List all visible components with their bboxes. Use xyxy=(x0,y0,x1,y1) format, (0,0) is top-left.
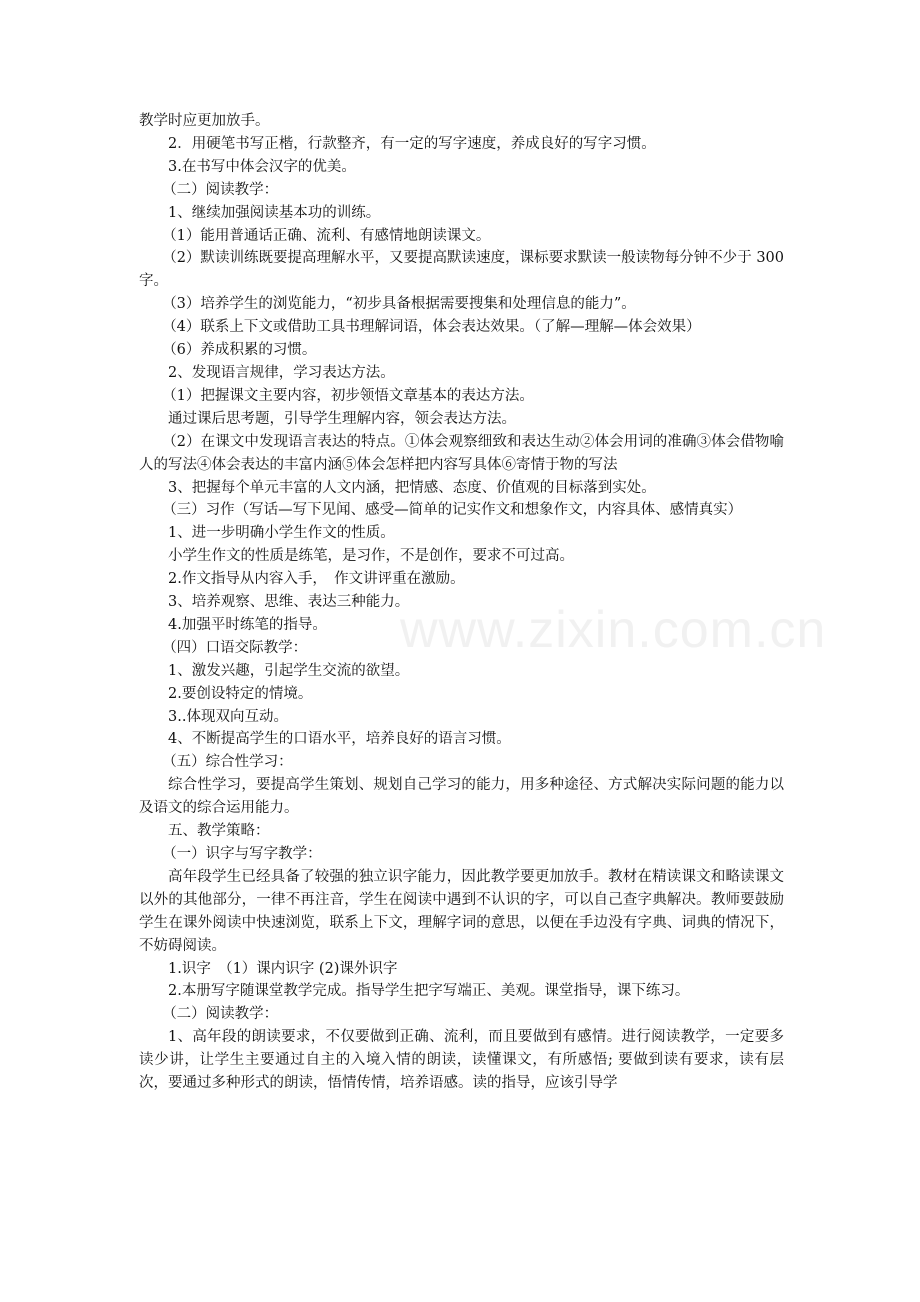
paragraph: 2.要创设特定的情境。 xyxy=(168,685,313,702)
paragraph: 1.识字 （1）课内识字 (2)课外识字 xyxy=(168,960,398,977)
paragraph: （2）默读训练既要提高理解水平，又要提高默读速度，课标要求默读一般读物每分钟不少于 300 字。 xyxy=(139,250,784,290)
paragraph: （五）综合性学习： xyxy=(162,754,293,771)
paragraph: （3）培养学生的浏览能力，“初步具备根据需要搜集和处理信息的能力”。 xyxy=(162,296,636,313)
paragraph: 3、培养观察、思维、表达三种能力。 xyxy=(168,594,410,611)
paragraph: 3.在书写中体会汉字的优美。 xyxy=(168,158,356,175)
paragraph: 2．用硬笔书写正楷，行款整齐，有一定的写字速度，养成良好的写字习惯。 xyxy=(168,135,656,152)
paragraph: （1）能用普通话正确、流利、有感情地朗读课文。 xyxy=(162,227,491,244)
paragraph: 2.作文指导从内容入手， 作文讲评重在激励。 xyxy=(168,571,465,588)
paragraph: （4）联系上下文或借助工具书理解词语，体会表达效果。（了解—理解—体会效果） xyxy=(162,319,701,336)
document-body xyxy=(139,110,784,1095)
paragraph: 4.加强平时练笔的指导。 xyxy=(168,616,327,633)
paragraph: 教学时应更加放手。 xyxy=(139,113,270,129)
paragraph: 3..体现双向互动。 xyxy=(168,708,288,725)
paragraph: 小学生作文的性质是练笔，是习作，不是创作，要求不可过高。 xyxy=(168,548,574,565)
paragraph: （二）阅读教学： xyxy=(162,1006,279,1023)
paragraph: （6）养成积累的习惯。 xyxy=(162,342,317,359)
paragraph: 2.本册写字随课堂教学完成。指导学生把字写端正、美观。课堂指导，课下练习。 xyxy=(168,983,690,1000)
paragraph: 综合性学习，要提高学生策划、规划自己学习的能力，用多种途径、方式解决实际问题的能力以及语文的综合运用能力。 xyxy=(139,777,784,817)
paragraph: 1、继续加强阅读基本功的训练。 xyxy=(168,204,381,221)
paragraph: 4、不断提高学生的口语水平，培养良好的语言习惯。 xyxy=(168,731,511,748)
paragraph: （三）习作（写话—写下见闻、感受—简单的记实作文和想象作文，内容具体、感情真实） xyxy=(162,502,743,519)
paragraph: （2）在课文中发现语言表达的特点。①体会观察细致和表达生动②体会用词的准确③体会借物喻人的写法④体会表达的丰富内涵⑤体会怎样把内容写具体⑥寄情于物的写法 xyxy=(139,433,784,473)
paragraph: 五、教学策略： xyxy=(168,823,270,840)
paragraph: 3、把握每个单元丰富的人文内涵，把情感、态度、价值观的目标落到实处。 xyxy=(168,479,656,496)
paragraph: （1）把握课文主要内容，初步领悟文章基本的表达方法。 xyxy=(162,387,534,404)
paragraph: 通过课后思考题，引导学生理解内容，领会表达方法。 xyxy=(168,410,516,427)
paragraph: （四）口语交际教学： xyxy=(162,639,308,656)
paragraph: 1、激发兴趣，引起学生交流的欲望。 xyxy=(168,662,410,679)
watermark-text: www.zixin.com.cn xyxy=(400,601,827,659)
paragraph: （二）阅读教学： xyxy=(162,181,279,198)
paragraph: 高年段学生已经具备了较强的独立识字能力，因此教学要更加放手。教材在精读课文和略读课文以外的其他部分，一律不再注音，学生在阅读中遇到不认识的字，可以自己查字典解决。教师要鼓励学生在课外阅读中快速浏览，联系上下文，理解字词的意思，以便在手边没有字典、词典的情况下，不妨碍阅读。 xyxy=(139,868,784,954)
paragraph: 1、高年段的朗读要求，不仅要做到正确、流利，而且要做到有感情。进行阅读教学，一定要多读少讲，让学生主要通过自主的入境入情的朗读，读懂课文，有所感悟; 要做到读有要求，读有层次，要通过多种形式的朗读，悟情传情，培养语感。读的指导，应该引导学 xyxy=(139,1029,784,1092)
paragraph: （一）识字与写字教学： xyxy=(162,846,322,862)
paragraph: 1、进一步明确小学生作文的性质。 xyxy=(168,525,395,542)
paragraph: 2、发现语言规律，学习表达方法。 xyxy=(168,364,395,381)
